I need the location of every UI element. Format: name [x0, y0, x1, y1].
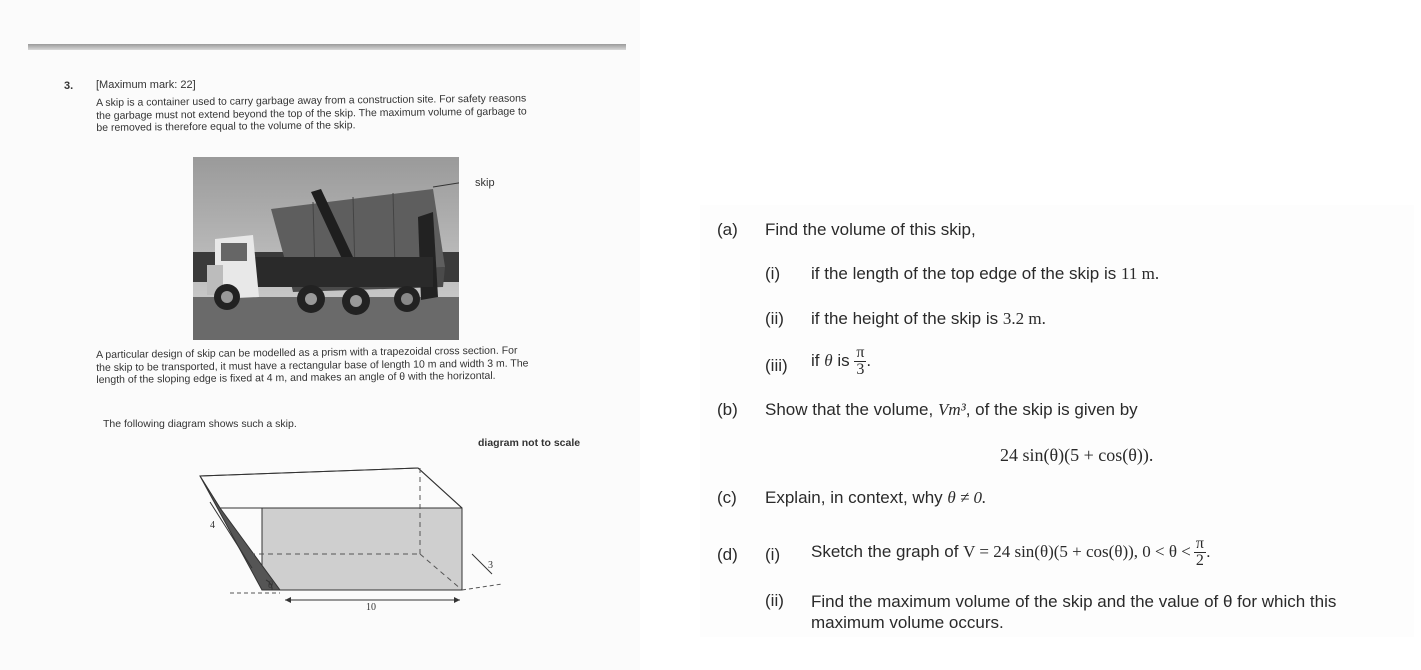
diagram-intro: The following diagram shows such a skip. [103, 418, 297, 430]
intro-line: the garbage must not extend beyond the top of the skip. The maximum volume of garbage to [96, 104, 527, 122]
page-top-rule [28, 44, 626, 50]
part-a-i-label: (i) [765, 264, 781, 283]
diagram-label-length: 10 [366, 602, 376, 613]
part-a-i-question: if the length of the top edge of the skip is [811, 264, 1121, 283]
volume-symbol: Vm³ [937, 400, 966, 419]
part-d-i-question: Sketch the graph of [811, 541, 964, 561]
model-line: length of the sloping edge is fixed at 4 m, and makes an angle of θ with the horizontal. [96, 369, 496, 386]
part-c-label: (c) [717, 488, 737, 507]
part-a-iii-text [811, 345, 871, 378]
part-d-ii-line: maximum volume occurs. [811, 613, 1004, 632]
part-c-expr: θ ≠ 0. [947, 488, 987, 507]
part-c-text [765, 488, 986, 508]
skip-diagram [190, 462, 520, 622]
part-d-ii-text [811, 591, 1336, 633]
part-c-question: Explain, in context, why [765, 488, 948, 507]
fraction-denominator: 2 [1195, 552, 1204, 569]
model-line: A particular design of skip can be modelled as a prism with a trapezoidal cross section. For [96, 344, 518, 361]
fraction-numerator: π [856, 344, 865, 361]
part-a-iii-label: (iii) [765, 356, 788, 375]
part-a-ii-question: if the height of the skip is [811, 309, 1003, 328]
part-d-ii-line: Find the maximum volume of the skip and the value of θ for which this [811, 592, 1337, 611]
diagram-label-angle: θ [268, 580, 273, 591]
part-a-iii-is: is [832, 350, 855, 370]
pi-over-3-fraction [854, 345, 866, 378]
part-a-label: (a) [717, 220, 738, 239]
part-a-iii-prefix: if [811, 350, 825, 370]
max-mark: [Maximum mark: 22] [96, 79, 196, 91]
part-a-ii-label: (ii) [765, 309, 784, 328]
part-a-text: Find the volume of this skip, [765, 220, 976, 239]
part-a-ii-value: 3.2 m. [1002, 309, 1046, 328]
part-a-i-value: 11 m. [1120, 264, 1160, 283]
fraction-numerator: π [1195, 535, 1204, 552]
question-number: 3. [64, 80, 74, 92]
part-d-i-end: . [1205, 541, 1211, 561]
diagram-label-slope: 4 [210, 520, 215, 531]
intro-paragraph [96, 92, 596, 135]
intro-line: be removed is therefore equal to the volume of the skip. [96, 119, 356, 134]
fraction-denominator: 3 [856, 361, 865, 378]
part-b-text [765, 400, 1138, 420]
diagram-label-width: 3 [488, 560, 493, 571]
skip-truck-photo [193, 157, 459, 340]
part-a-iii-end: . [866, 350, 872, 370]
part-d-i-expr: V = 24 sin(θ)(5 + cos(θ)), 0 < θ < [963, 541, 1191, 561]
theta-symbol: θ [824, 350, 833, 370]
intro-line: A skip is a container used to carry garbage away from a construction site. For safety reasons [96, 92, 527, 109]
model-paragraph [96, 344, 596, 387]
exam-page-left [0, 0, 640, 670]
diagram-note: diagram not to scale [478, 437, 581, 449]
part-d-i-label: (i) [765, 545, 781, 564]
part-b-prefix: Show that the volume, [765, 400, 938, 419]
part-d-i-text [811, 536, 1211, 569]
part-d-label: (d) [717, 545, 738, 564]
model-line: the skip to be transported, it must have a rectangular base of length 10 m and width 3 m. The [96, 356, 529, 374]
part-b-formula: 24 sin(θ)(5 + cos(θ)). [1000, 445, 1154, 465]
part-a-ii-text [811, 309, 1046, 329]
part-b-label: (b) [717, 400, 738, 419]
part-d-ii-label: (ii) [765, 591, 784, 610]
skip-photo-label: skip [475, 177, 495, 189]
pi-over-2-fraction [1194, 536, 1206, 569]
exam-page-right [700, 205, 1414, 637]
part-b-suffix: , of the skip is given by [965, 400, 1138, 419]
part-a-i-text [811, 264, 1159, 284]
